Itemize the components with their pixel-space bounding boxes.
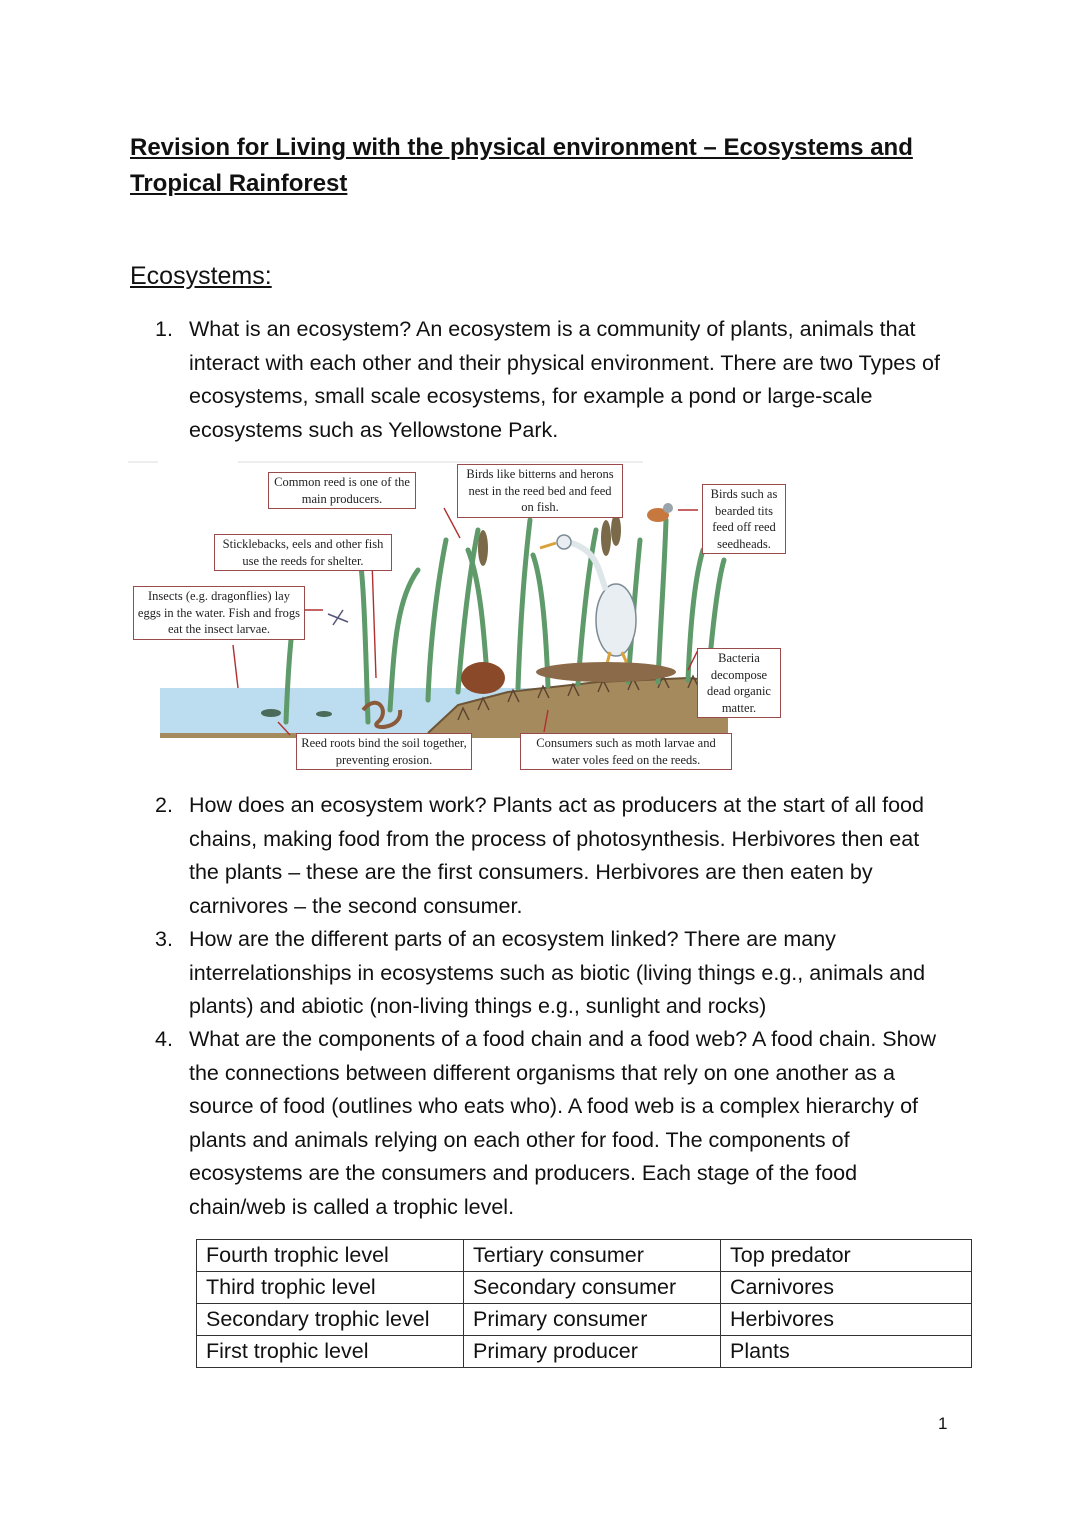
table-cell: Primary consumer bbox=[464, 1304, 721, 1336]
dragonfly bbox=[328, 610, 348, 625]
question-1 bbox=[155, 313, 955, 447]
table-cell: Carnivores bbox=[721, 1272, 972, 1304]
table-cell: Tertiary consumer bbox=[464, 1240, 721, 1272]
question-4 bbox=[155, 1023, 955, 1224]
table-row bbox=[197, 1272, 972, 1304]
table-cell: Secondary consumer bbox=[464, 1272, 721, 1304]
table-row bbox=[197, 1336, 972, 1368]
question-number: 2. bbox=[155, 793, 173, 817]
table-row bbox=[197, 1240, 972, 1272]
question-text: How are the different parts of an ecosystem linked? There are many interrelationships in ecosystems such as biotic (living things e.g., animals and plants) and abiotic (non-living things e.g., sunlight and rocks) bbox=[189, 927, 926, 1018]
table-cell: Top predator bbox=[721, 1240, 972, 1272]
label-bacteria: Bacteria decompose dead organic matter. bbox=[697, 648, 781, 718]
table-cell: Third trophic level bbox=[197, 1272, 464, 1304]
question-text: What are the components of a food chain and a food web? A food chain. Show the connections between different organisms that rely on one another as a source of food (outlines who eats who). A food web is a complex hierarchy of plants and animals relying on each other for food. The components of ecosystems are the consumers and producers. Each stage of the food chain/web is called a trophic level. bbox=[189, 1027, 937, 1219]
table-cell: Primary producer bbox=[464, 1336, 721, 1368]
trophic-level-table bbox=[196, 1239, 972, 1368]
table-cell: First trophic level bbox=[197, 1336, 464, 1368]
heron bbox=[540, 535, 636, 668]
table-cell: Herbivores bbox=[721, 1304, 972, 1336]
question-3 bbox=[155, 923, 955, 1024]
document-title: Revision for Living with the physical environment – Ecosystems and Tropical Rainforest bbox=[130, 134, 913, 197]
label-reed-roots: Reed roots bind the soil together, preventing erosion. bbox=[296, 733, 472, 770]
question-text: What is an ecosystem? An ecosystem is a community of plants, animals that interact with each other and their physical environment. There are two Types of ecosystems, small scale ecosystems, for example a pond or large-scale ecosystems such as Yellowstone Park. bbox=[189, 317, 940, 442]
table-cell: Plants bbox=[721, 1336, 972, 1368]
question-number: 3. bbox=[155, 927, 173, 951]
nest bbox=[536, 662, 676, 682]
water-vole bbox=[461, 662, 505, 694]
label-consumers: Consumers such as moth larvae and water voles feed on the reeds. bbox=[520, 733, 732, 770]
question-number: 1. bbox=[155, 317, 173, 341]
fish bbox=[261, 709, 281, 717]
question-text: How does an ecosystem work? Plants act as producers at the start of all food chains, making food from the process of photosynthesis. Herbivores then eat the plants – these are the first consumers. Herbivores are then eaten by carnivores – the second consumer. bbox=[189, 793, 924, 918]
section-heading: Ecosystems: bbox=[130, 262, 272, 290]
question-2 bbox=[155, 789, 955, 923]
table-cell: Fourth trophic level bbox=[197, 1240, 464, 1272]
label-herons: Birds like bitterns and herons nest in the reed bed and feed on fish. bbox=[457, 464, 623, 518]
label-common-reed: Common reed is one of the main producers. bbox=[268, 472, 416, 509]
reed-bed-diagram bbox=[128, 460, 818, 775]
label-bearded-tits: Birds such as bearded tits feed off reed seedheads. bbox=[702, 484, 786, 554]
label-insects: Insects (e.g. dragonflies) lay eggs in the water. Fish and frogs eat the insect larvae. bbox=[133, 586, 305, 640]
question-number: 4. bbox=[155, 1027, 173, 1051]
page-number: 1 bbox=[938, 1414, 948, 1433]
table-row bbox=[197, 1304, 972, 1336]
table-cell: Secondary trophic level bbox=[197, 1304, 464, 1336]
bearded-tit bbox=[647, 503, 673, 522]
label-fish-shelter: Sticklebacks, eels and other fish use the reeds for shelter. bbox=[214, 534, 392, 571]
